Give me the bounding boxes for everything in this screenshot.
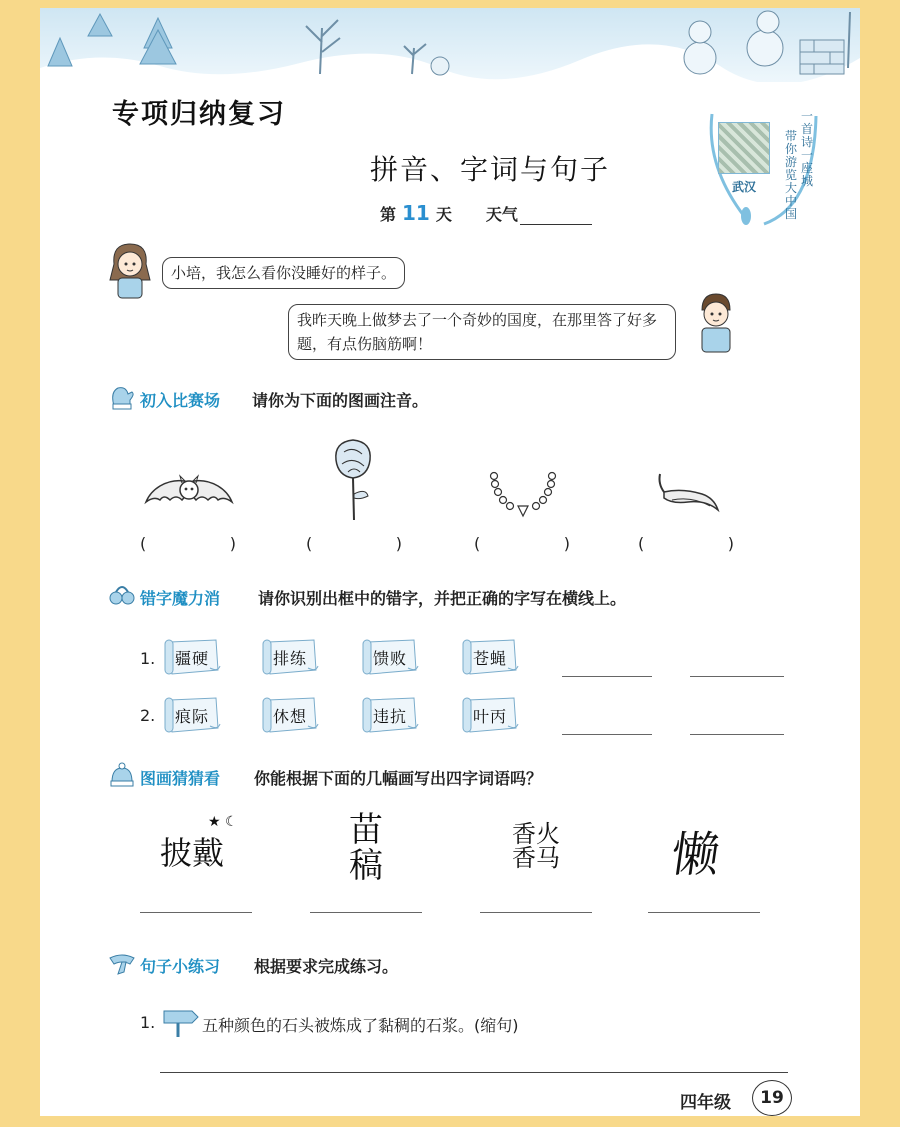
riddle-answer-blank[interactable] — [140, 912, 252, 913]
riddle-answer-blank[interactable] — [310, 912, 422, 913]
section-typo-instruction: 请你识别出框中的错字，并把正确的字写在横线上。 — [258, 589, 627, 608]
qr-code[interactable] — [718, 122, 770, 174]
word-puzzle-2: 苗 稿 — [349, 810, 383, 886]
chili-pepper-icon — [652, 470, 724, 518]
knit-hat-icon — [108, 762, 136, 788]
pinyin-answer-1[interactable]: ( ) — [140, 534, 236, 553]
scarf-icon — [108, 950, 136, 976]
pinyin-answer-4[interactable]: ( ) — [638, 534, 734, 553]
earmuffs-icon — [108, 582, 136, 608]
bat-icon — [144, 468, 234, 518]
typo-answer-blank[interactable] — [562, 734, 652, 735]
exercise-answer-line[interactable] — [160, 1072, 788, 1073]
typo-word: 疆硬 — [162, 638, 222, 676]
moon-star-icon: ★ ☾ — [208, 814, 238, 830]
exercise-item — [140, 1013, 519, 1035]
exercise-text: 五种颜色的石头被炼成了黏稠的石浆。(缩句) — [202, 1016, 519, 1035]
rose-icon — [328, 436, 378, 524]
word-puzzle-4: 懒 — [667, 827, 724, 883]
weather-label: 天气 — [485, 205, 518, 224]
section-pinyin-instruction: 请你为下面的图画注音。 — [252, 391, 429, 410]
typo-word: 休想 — [260, 696, 320, 734]
day-suffix: 天 — [435, 205, 452, 224]
day-prefix: 第 — [380, 205, 397, 224]
word-puzzle-3: 香火 香马 — [512, 820, 560, 872]
section-sentence-name: 句子小练习 — [140, 957, 221, 976]
pinyin-answer-3[interactable]: ( ) — [474, 534, 570, 553]
pinyin-answer-2[interactable]: ( ) — [306, 534, 402, 553]
grade-label: 四年级 — [680, 1093, 731, 1113]
weather-blank[interactable] — [520, 208, 592, 225]
necklace-icon — [488, 470, 558, 520]
exercise-number: 1. — [140, 1013, 156, 1032]
typo-row-number: 2. — [140, 706, 156, 725]
boy-speech-bubble: 我昨天晚上做梦去了一个奇妙的国度，在那里答了好多题，有点伤脑筋啊！ — [288, 304, 676, 360]
typo-word: 苍蝇 — [460, 638, 520, 676]
typo-answer-blank[interactable] — [562, 676, 652, 677]
mitten-icon — [108, 384, 136, 410]
typo-row-number: 1. — [140, 649, 156, 668]
section-title: 专项归纳复习 — [112, 99, 286, 130]
qr-slogan-left: 带你游览大中国 — [784, 129, 797, 221]
page-number: 19 — [752, 1080, 792, 1116]
winter-banner — [40, 8, 860, 82]
day-line — [380, 201, 592, 225]
section-sentence-instruction: 根据要求完成练习。 — [254, 957, 399, 976]
typo-word: 违抗 — [360, 696, 420, 734]
day-number: 11 — [402, 201, 430, 225]
section-pinyin-name: 初入比赛场 — [140, 391, 221, 410]
typo-word: 馈败 — [360, 638, 420, 676]
section-typo-name: 错字魔力消 — [140, 589, 221, 608]
section-picture-riddle-instruction: 你能根据下面的几幅画写出四字词语吗？ — [254, 769, 543, 788]
girl-speech-bubble: 小培，我怎么看你没睡好的样子。 — [162, 257, 405, 289]
workbook-page — [40, 8, 860, 1116]
qr-code-card[interactable] — [704, 106, 822, 226]
riddle-answer-blank[interactable] — [648, 912, 760, 913]
qr-city: 武汉 — [732, 180, 757, 194]
riddle-answer-blank[interactable] — [480, 912, 592, 913]
typo-word: 叶丙 — [460, 696, 520, 734]
typo-answer-blank[interactable] — [690, 676, 784, 677]
qr-slogan-right: 一首诗一座城 — [800, 109, 813, 188]
lesson-title: 拼音、字词与句子 — [370, 153, 611, 186]
section-picture-riddle-name: 图画猜猜看 — [140, 769, 221, 788]
typo-word: 痕际 — [162, 696, 222, 734]
boy-avatar — [690, 290, 742, 354]
typo-answer-blank[interactable] — [690, 734, 784, 735]
word-puzzle-1: ★ ☾ 披戴 — [160, 814, 238, 872]
girl-avatar — [106, 240, 154, 300]
signpost-icon — [162, 1007, 200, 1037]
typo-word: 排练 — [260, 638, 320, 676]
